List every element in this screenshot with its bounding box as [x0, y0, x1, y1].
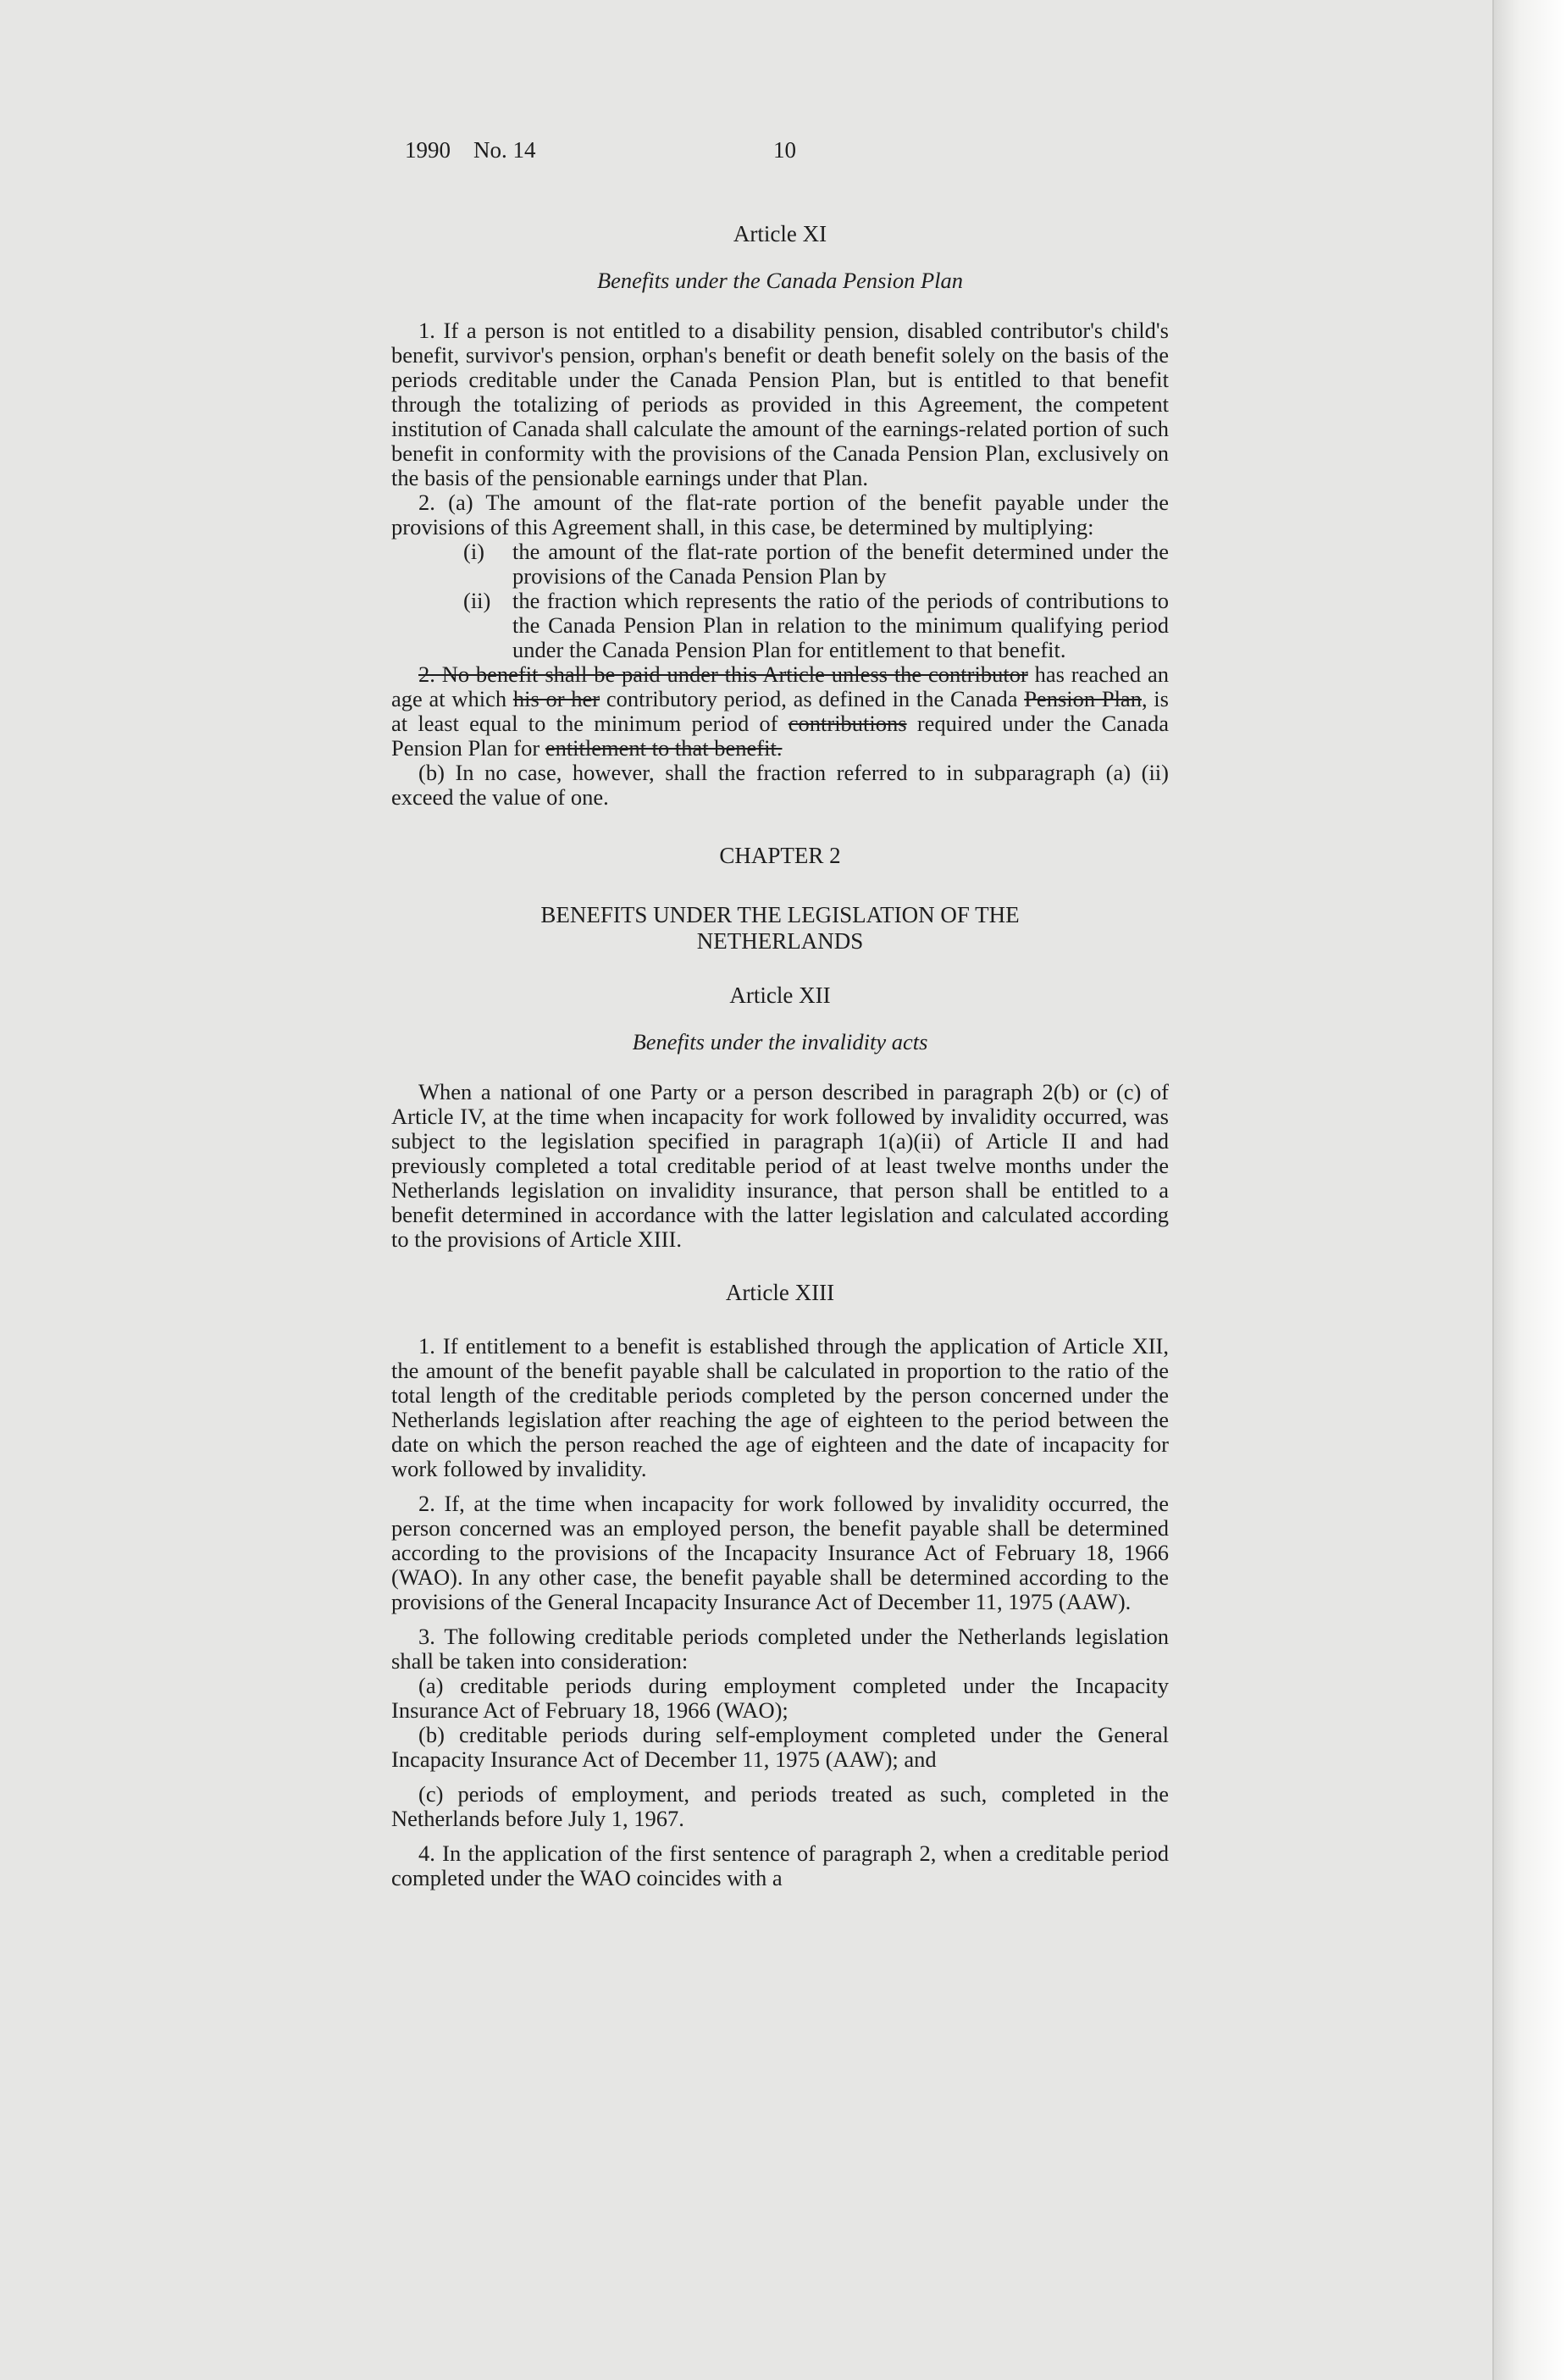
article-xiii-paragraph-3: 3. The following creditable periods completed under the Netherlands legislation shall be taken into consideration:: [391, 1624, 1169, 1674]
header-year-number: 1990 No. 14: [405, 137, 536, 163]
struck-text: Pension Plan: [1024, 686, 1142, 711]
list-item: [463, 589, 1169, 662]
article-xiii-title: Article XIII: [725, 1280, 835, 1305]
struck-text: contributions: [788, 711, 907, 736]
list-item-text: the amount of the flat-rate portion of the benefit determined under the provisions of the Canada Pension Plan by: [512, 539, 1169, 589]
list-item: [463, 540, 1169, 589]
paragraph-text: contributory period, as defined in the Canada: [600, 686, 1025, 711]
article-xiii-paragraph-3c: (c) periods of employment, and periods treated as such, completed in the Netherlands before July 1, 1967.: [391, 1781, 1169, 1831]
article-xiii-paragraph-1: 1. If entitlement to a benefit is established through the application of Article XII, the amount of the benefit payable shall be calculated in proportion to the ratio of the total length of the creditable periods completed by the person concerned under the Netherlands legislation after reaching the age of eighteen to the period between the date on which the person reached the age of eighteen and the date of incapacity for work followed by invalidity.: [391, 1333, 1169, 1481]
article-xii-title: Article XII: [729, 982, 831, 1008]
chapter-heading: BENEFITS UNDER THE LEGISLATION OF THE NETHERLANDS: [540, 902, 1020, 954]
paragraph-text: , is at least equal to the minimum period of: [391, 686, 1169, 736]
article-xiii-paragraph-4: 4. In the application of the first sentence of paragraph 2, when a creditable period completed under the WAO coincides with a: [391, 1840, 1169, 1890]
article-xiii-paragraph-2: 2. If, at the time when incapacity for work followed by invalidity occurred, the person concerned was an employed person, the benefit payable shall be determined according to the provisions of the Incapacity Insurance Act of February 18, 1966 (WAO). In any other case, the benefit payable shall be determined according to the provisions of the General Incapacity Insurance Act of December 11, 1975 (AAW).: [391, 1491, 1169, 1614]
article-xii-subtitle: Benefits under the invalidity acts: [632, 1029, 928, 1054]
article-xi-paragraph-2a: 2. (a) The amount of the flat-rate portion of the benefit payable under the provisions of this Agreement shall, in this case, be determined by multiplying:: [391, 490, 1169, 540]
list-item-text: the fraction which represents the ratio of the periods of contributions to the Canada Pension Plan in relation to the minimum qualifying period under the Canada Pension Plan for entitlement to that benefit.: [512, 588, 1169, 662]
adjacent-page-edge: [1492, 0, 1566, 2380]
article-xiii-paragraph-3b: (b) creditable periods during self-employment completed under the General Incapacity Insurance Act of December 11, 1975 (AAW); and: [391, 1722, 1169, 1772]
article-xi-title: Article XI: [733, 221, 827, 246]
chapter-title: CHAPTER 2: [719, 843, 841, 868]
article-xi-paragraph-2b: (b) In no case, however, shall the fraction referred to in subparagraph (a) (ii) exceed the value of one.: [391, 760, 1169, 810]
article-xiii-paragraph-3a: (a) creditable periods during employment completed under the Incapacity Insurance Act of February 18, 1966 (WAO);: [391, 1673, 1169, 1723]
struck-text: his or her: [512, 686, 600, 711]
document-body: [391, 222, 1169, 1890]
struck-paragraph: [391, 662, 1169, 761]
list-item-number: (i): [463, 539, 485, 564]
paragraph-text: has reached an age at which: [391, 661, 1169, 711]
page-number: 10: [773, 137, 796, 163]
list-item-number: (ii): [463, 588, 491, 613]
article-xii-paragraph: When a national of one Party or a person described in paragraph 2(b) or (c) of Article IV, at the time when incapacity for work followed by invalidity occurred, was subject to the legislation specified in paragraph 1(a)(ii) of Article II and had previously completed a total creditable period of at least twelve months under the Netherlands legislation on invalidity insurance, that person shall be entitled to a benefit determined in accordance with the latter legislation and calculated according to the provisions of Article XIII.: [391, 1079, 1169, 1252]
paragraph-text: required under the Canada Pension Plan for: [391, 711, 1169, 761]
struck-text: 2. No benefit shall be paid under this Article unless the contributor: [418, 661, 1028, 687]
struck-text: entitlement to that benefit.: [545, 735, 783, 761]
article-xi-subtitle: Benefits under the Canada Pension Plan: [596, 268, 964, 293]
article-xi-paragraph-1: 1. If a person is not entitled to a disability pension, disabled contributor's child's benefit, survivor's pension, orphan's benefit or death benefit solely on the basis of the periods creditable under the Canada Pension Plan, but is entitled to that benefit through the totalizing of periods as provided in this Agreement, the competent institution of Canada shall calculate the amount of the earnings-related portion of such benefit in conformity with the provisions of the Canada Pension Plan, exclusively on the basis of the pensionable earnings under that Plan.: [391, 318, 1169, 490]
page-header: [405, 137, 796, 163]
